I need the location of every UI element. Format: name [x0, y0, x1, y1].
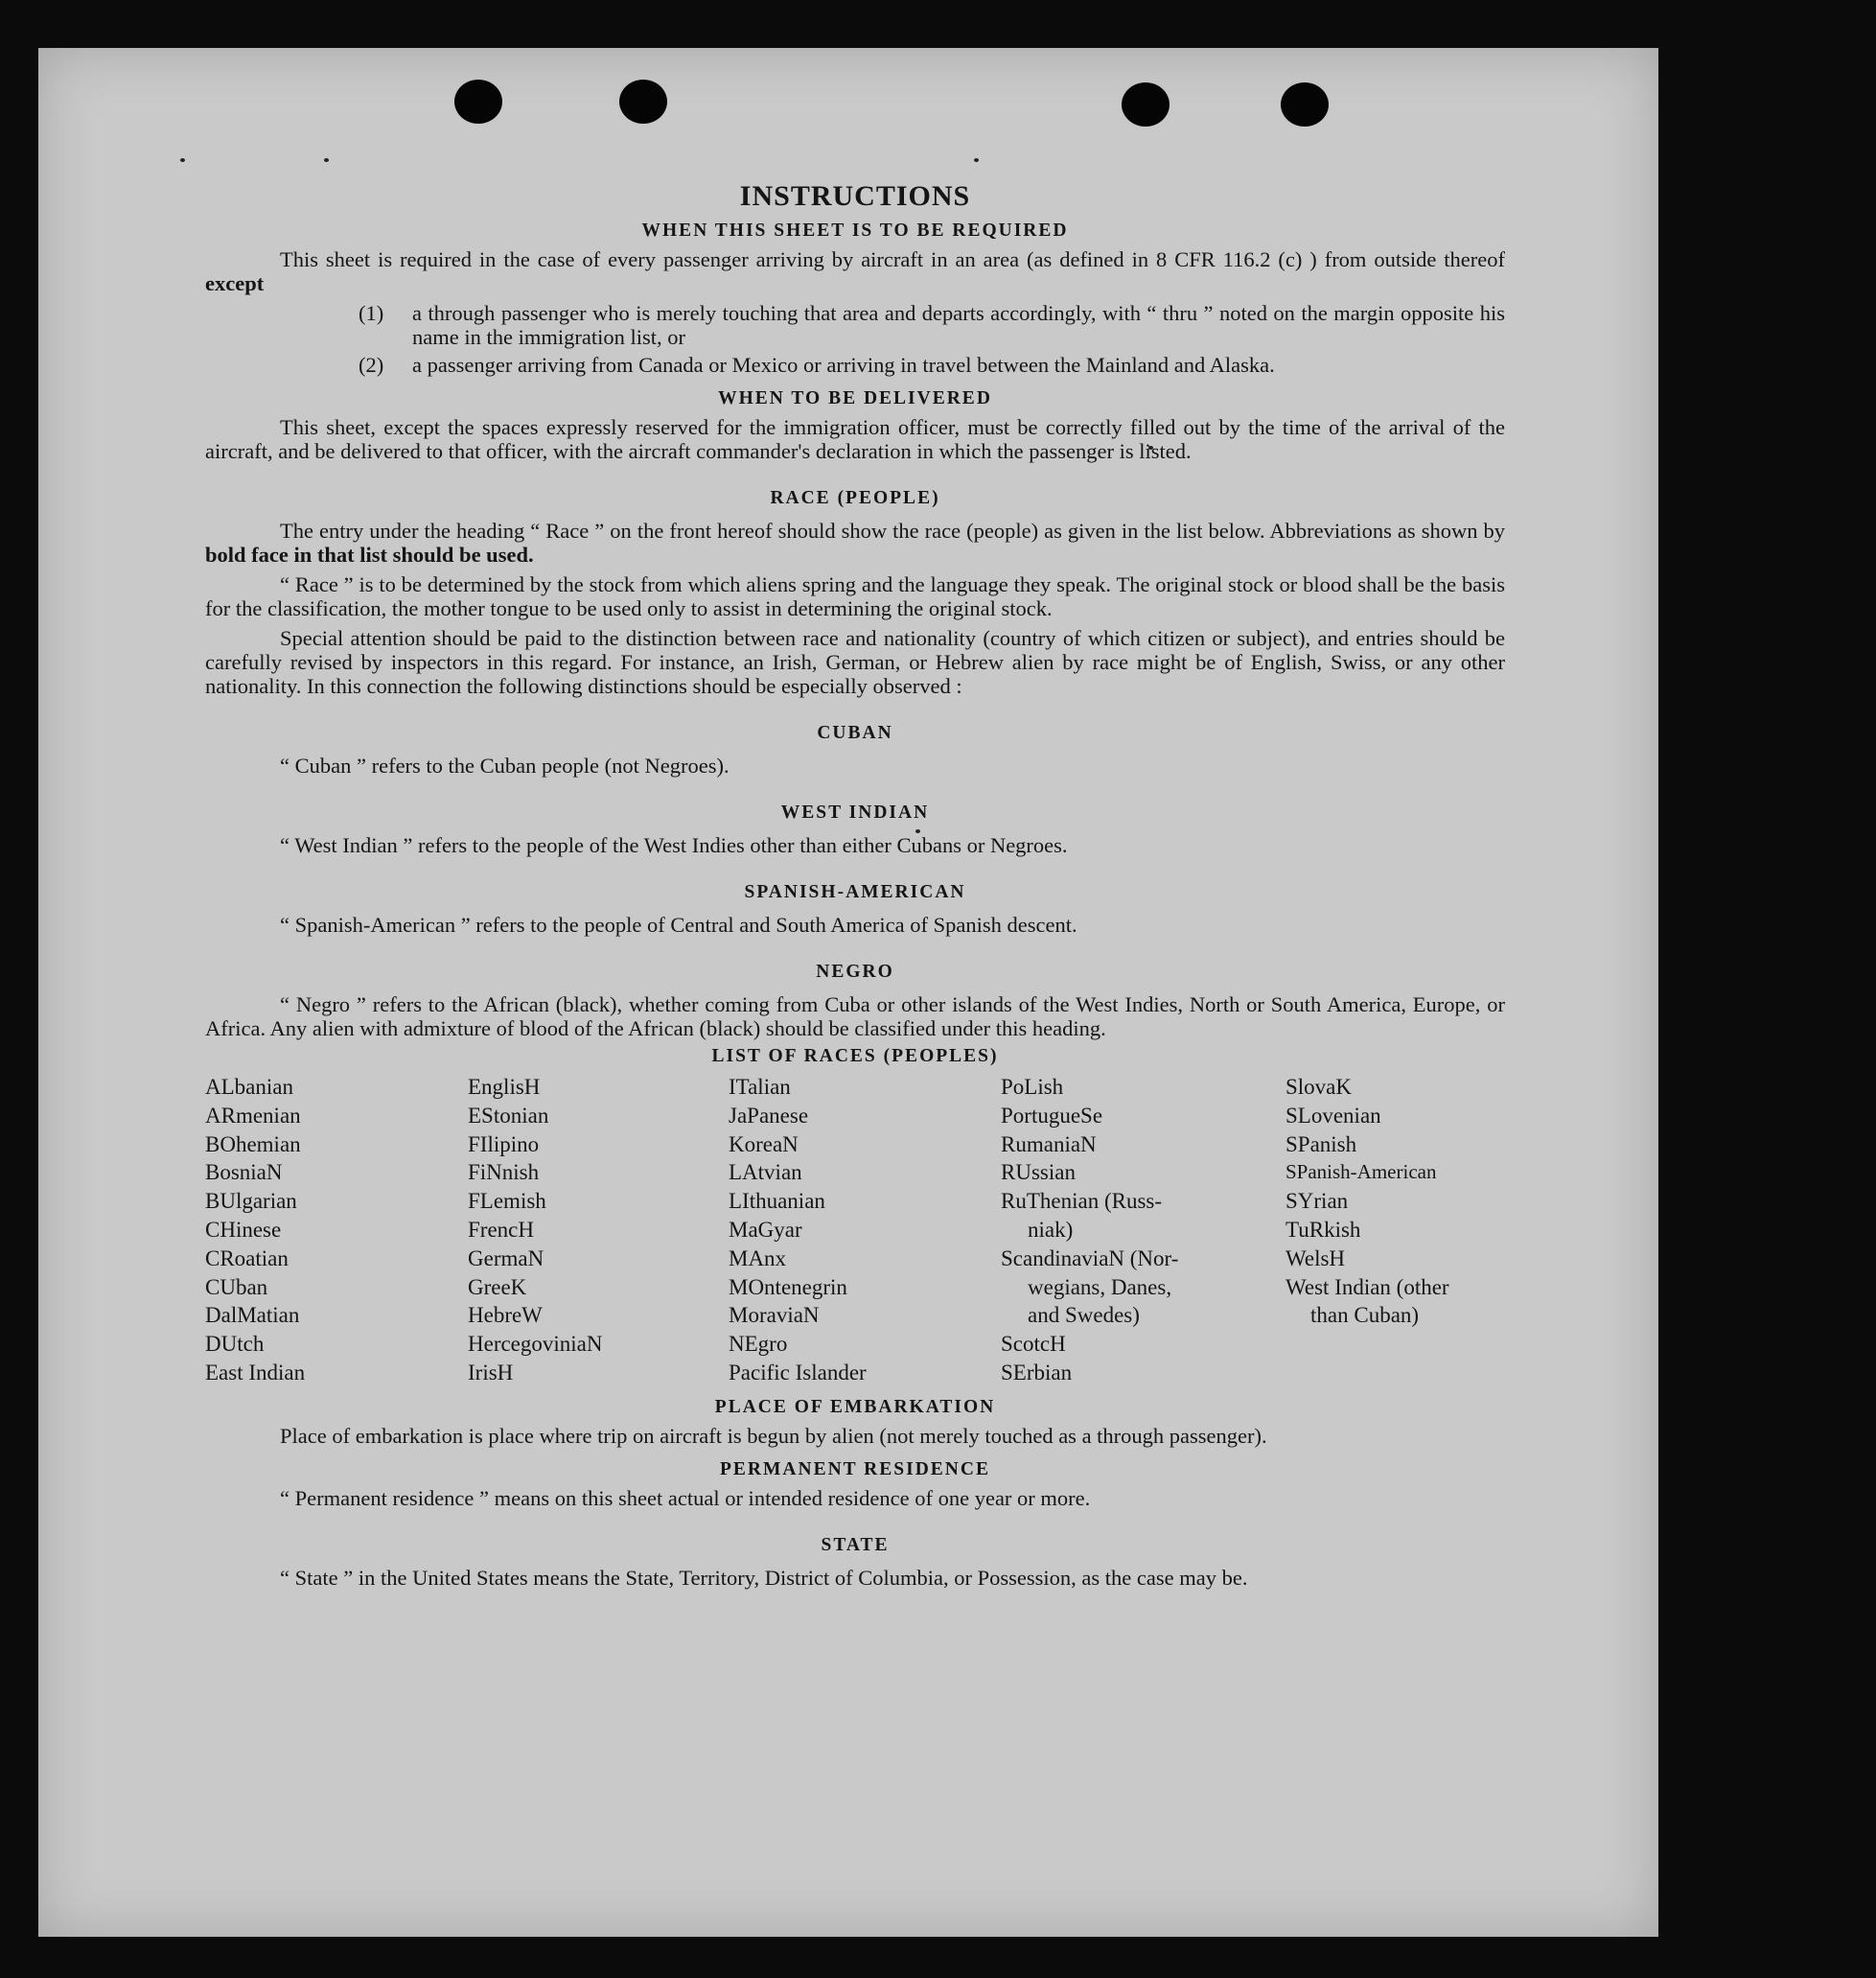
- required-intro: This sheet is required in the case of every passenger arriving by aircraft in an area (as defined in 8 CFR 116.2 (c) ) from outside thereof except: [205, 247, 1505, 295]
- race-item: FiNnish: [468, 1160, 540, 1185]
- race-item: EnglisH: [468, 1075, 541, 1099]
- race-item: CRoatian: [205, 1245, 289, 1270]
- section-heading-delivered: WHEN TO BE DELIVERED: [718, 388, 992, 408]
- section-heading-cuban: CUBAN: [817, 723, 893, 743]
- race-item: FrencH: [468, 1217, 534, 1242]
- race-item: WelsH: [1285, 1245, 1346, 1270]
- race-column: [1001, 1073, 1285, 1387]
- punch-hole: [1281, 82, 1329, 127]
- race-item: RumaniaN: [1001, 1131, 1097, 1156]
- race-item: TuRkish: [1285, 1217, 1361, 1242]
- race-item: DUtch: [205, 1332, 265, 1357]
- race-item: GreeK: [468, 1274, 527, 1299]
- race-item: LIthuanian: [729, 1189, 825, 1214]
- race-item-continued: niak): [1028, 1217, 1074, 1242]
- section-heading-race: RACE (PEOPLE): [770, 488, 940, 508]
- negro-text: “ Negro ” refers to the African (black), whether coming from Cuba or other islands of the West Indies, North or South America, Europe, or Africa. Any alien with admixture of blood of the African (black) should be classified under this heading.: [205, 992, 1505, 1040]
- delivered-text: This sheet, except the spaces expressly reserved for the immigration officer, must be correctly filled out by the time of the arrival of the aircraft, and be delivered to that officer, with the aircraft commander's declaration in which the passenger is listed.: [205, 415, 1505, 463]
- race-item: CUban: [205, 1274, 268, 1299]
- race-item: SLovenian: [1285, 1103, 1381, 1128]
- section-heading-required: WHEN THIS SHEET IS TO BE REQUIRED: [641, 221, 1069, 241]
- race-item: West Indian (other: [1285, 1274, 1449, 1299]
- punch-hole: [1122, 82, 1170, 127]
- race-item-continued: wegians, Danes,: [1028, 1274, 1172, 1299]
- race-item: ARmenian: [205, 1103, 301, 1128]
- race-list: [205, 1073, 1505, 1387]
- race-item: CHinese: [205, 1217, 282, 1242]
- speck: [324, 158, 329, 162]
- race-item: SPanish: [1285, 1131, 1357, 1156]
- race-item: PortugueSe: [1001, 1103, 1103, 1128]
- race-item: MOntenegrin: [729, 1274, 847, 1299]
- west-indian-text: “ West Indian ” refers to the people of the West Indies other than either Cubans or Negroes.: [280, 833, 1068, 857]
- race-item: HebreW: [468, 1303, 543, 1328]
- spanish-american-text: “ Spanish-American ” refers to the people of Central and South America of Spanish descent.: [280, 913, 1077, 937]
- section-heading-west-indian: WEST INDIAN: [780, 803, 930, 823]
- residence-text: “ Permanent residence ” means on this sheet actual or intended residence of one year or more.: [280, 1485, 1091, 1510]
- race-item: ScotcH: [1001, 1332, 1066, 1357]
- race-column: [1285, 1073, 1505, 1387]
- race-item: MAnx: [729, 1245, 787, 1270]
- race-column: [729, 1073, 1001, 1387]
- race-item: HercegoviniaN: [468, 1332, 603, 1357]
- speck: [974, 158, 979, 162]
- instructions-content: [205, 180, 1505, 1595]
- list-item: (1) a through passenger who is merely touching that area and departs accordingly, with “ thru ” noted on the margin opposite his name in the immigration list, or: [359, 301, 1505, 349]
- state-text: “ State ” in the United States means the State, Territory, District of Columbia, or Possession, as the case may be.: [280, 1565, 1248, 1590]
- race-item: Pacific Islander: [729, 1360, 867, 1385]
- section-heading-state: STATE: [821, 1534, 890, 1555]
- race-paragraph: Special attention should be paid to the distinction between race and nationality (country of which citizen or subject), and entries should be carefully revised by inspectors in this regard. For instance, an Irish, German, or Hebrew alien by race might be of English, Swiss, or any other nationality. In this connection the following distinctions should be especially observed :: [205, 626, 1505, 698]
- race-column: [205, 1073, 468, 1387]
- race-item: SErbian: [1001, 1360, 1073, 1385]
- race-item: SPanish-American: [1285, 1160, 1437, 1184]
- document-sheet: [38, 48, 1658, 1937]
- race-item: GermaN: [468, 1245, 544, 1270]
- race-item: ScandinaviaN (Nor-: [1001, 1245, 1179, 1270]
- punch-hole: [619, 80, 667, 124]
- race-item-continued: and Swedes): [1028, 1303, 1140, 1328]
- race-item: EStonian: [468, 1103, 549, 1128]
- cuban-text: “ Cuban ” refers to the Cuban people (not Negroes).: [280, 754, 730, 778]
- race-item: PoLish: [1001, 1075, 1064, 1099]
- list-item: (2) a passenger arriving from Canada or Mexico or arriving in travel between the Mainland and Alaska.: [359, 353, 1275, 377]
- race-item: LAtvian: [729, 1160, 802, 1185]
- section-heading-list-of-races: LIST OF RACES (PEOPLES): [711, 1046, 999, 1066]
- race-item: ITalian: [729, 1075, 791, 1099]
- race-item: JaPanese: [729, 1103, 809, 1128]
- race-item: East Indian: [205, 1360, 306, 1385]
- race-item: FLemish: [468, 1189, 546, 1214]
- race-item: MoraviaN: [729, 1303, 820, 1328]
- race-item: RUssian: [1001, 1160, 1076, 1185]
- punch-hole: [454, 80, 502, 124]
- race-item-continued: than Cuban): [1310, 1303, 1420, 1328]
- race-item: BUlgarian: [205, 1189, 297, 1214]
- race-item: SlovaK: [1285, 1075, 1352, 1099]
- race-item: MaGyar: [729, 1217, 802, 1242]
- section-heading-residence: PERMANENT RESIDENCE: [720, 1458, 990, 1479]
- race-item: SYrian: [1285, 1189, 1349, 1214]
- section-heading-spanish-american: SPANISH-AMERICAN: [744, 882, 966, 902]
- race-item: IrisH: [468, 1360, 514, 1385]
- race-paragraph: “ Race ” is to be determined by the stock from which aliens spring and the language they speak. The original stock or blood shall be the basis for the classification, the mother tongue to be used only to assist in determining the original stock.: [205, 572, 1505, 620]
- race-item: FIlipino: [468, 1131, 540, 1156]
- race-column: [468, 1073, 729, 1387]
- race-item: RuThenian (Russ-: [1001, 1189, 1163, 1214]
- embarkation-text: Place of embarkation is place where trip on aircraft is begun by alien (not merely touched as a through passenger).: [280, 1423, 1267, 1448]
- race-item: KoreaN: [729, 1131, 799, 1156]
- race-item: BOhemian: [205, 1131, 301, 1156]
- section-heading-embarkation: PLACE OF EMBARKATION: [714, 1396, 996, 1417]
- speck: [180, 158, 185, 162]
- race-item: DalMatian: [205, 1303, 300, 1328]
- race-paragraph: The entry under the heading “ Race ” on the front hereof should show the race (people) as given in the list below. Abbreviations as shown by bold face in that list should be used.: [205, 519, 1505, 567]
- page-title: INSTRUCTIONS: [739, 180, 971, 212]
- race-item: NEgro: [729, 1332, 788, 1357]
- race-item: ALbanian: [205, 1075, 293, 1099]
- section-heading-negro: NEGRO: [816, 962, 894, 982]
- race-item: BosniaN: [205, 1160, 283, 1185]
